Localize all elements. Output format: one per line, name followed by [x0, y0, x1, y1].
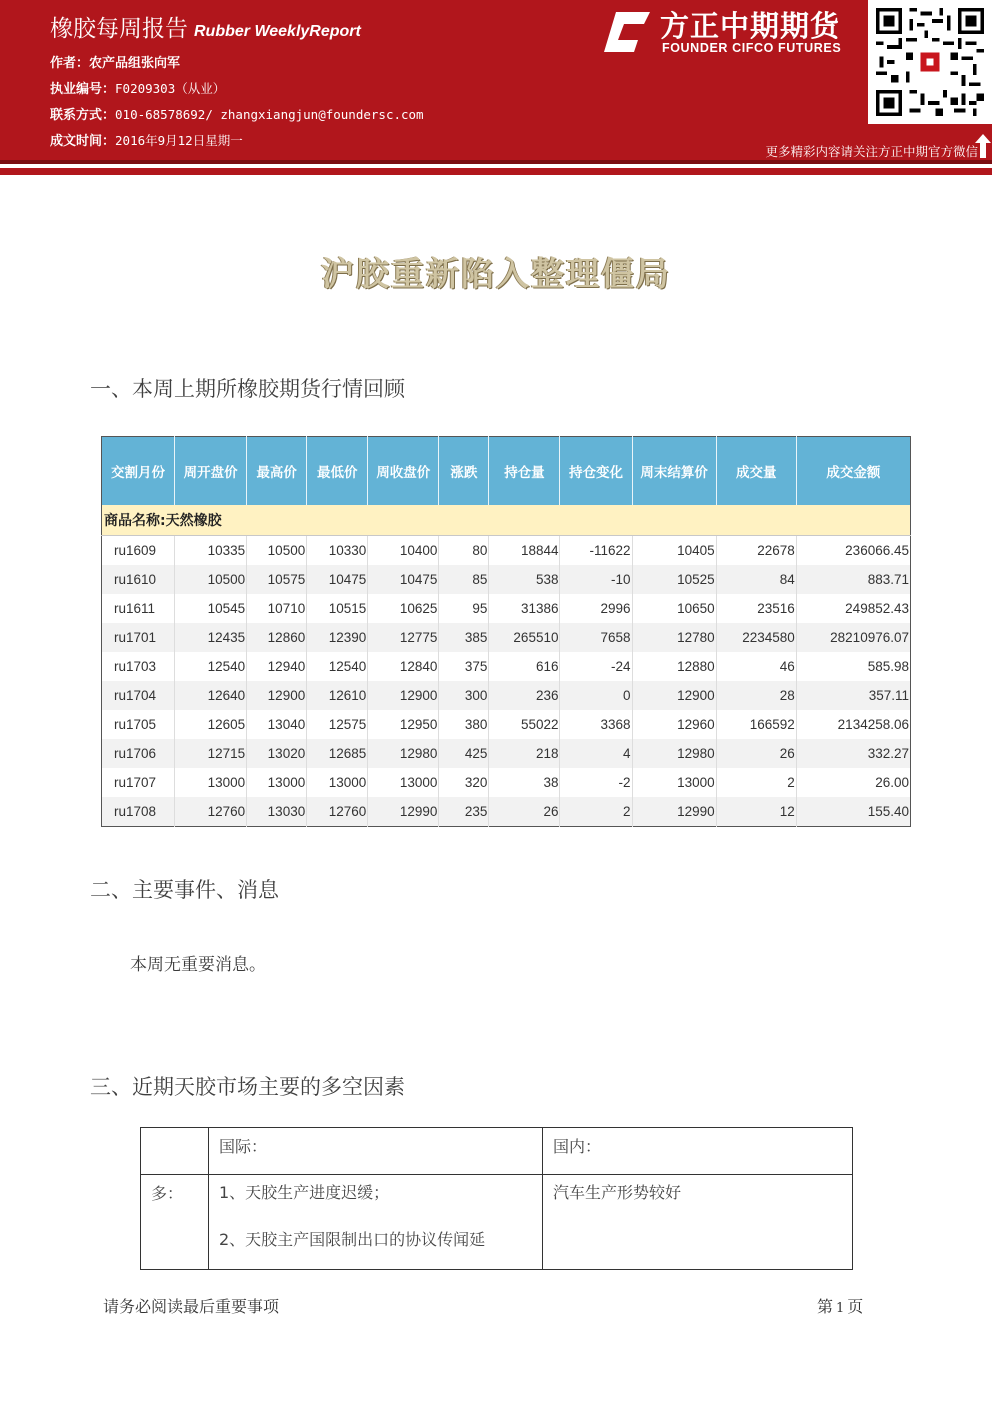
factors-header-row [141, 1128, 853, 1175]
table-cell: 10650 [632, 594, 716, 623]
table-cell: 12960 [632, 710, 716, 739]
table-cell: 13000 [247, 768, 307, 797]
table-cell: ru1704 [102, 681, 175, 710]
table-cell: 12435 [175, 623, 247, 652]
section-1-heading: 一、本周上期所橡胶期货行情回顾 [90, 377, 405, 401]
table-cell: 28 [716, 681, 796, 710]
table-cell: 12900 [247, 681, 307, 710]
table-cell: 12390 [307, 623, 368, 652]
table-cell: 84 [716, 565, 796, 594]
table-cell: 155.40 [796, 797, 910, 827]
table-cell: 10405 [632, 536, 716, 566]
table-cell: 28210976.07 [796, 623, 910, 652]
table-cell: 12610 [307, 681, 368, 710]
table-cell: 12760 [175, 797, 247, 827]
table-cell: 80 [439, 536, 489, 566]
table-cell: 13000 [175, 768, 247, 797]
table-cell: ru1705 [102, 710, 175, 739]
date-line [50, 130, 243, 149]
table-cell: 2134258.06 [837, 717, 909, 732]
table-cell: 38 [489, 768, 560, 797]
table-cell: 23516 [716, 594, 796, 623]
table-cell: 10330 [307, 536, 368, 566]
section-3-heading: 三、近期天胶市场主要的多空因素 [90, 1075, 405, 1099]
table-cell: 10710 [247, 594, 307, 623]
factors-bull-row [141, 1175, 853, 1270]
page-num: 1 [836, 1301, 845, 1316]
table-cell: 12575 [307, 710, 368, 739]
table-cell: -24 [560, 652, 632, 681]
table-cell: 385 [439, 623, 489, 652]
table-cell: 12990 [632, 797, 716, 827]
follow-wechat-text: 更多精彩内容请关注方正中期官方微信 [765, 144, 978, 159]
col-header-week-open: 周开盘价 [175, 437, 247, 506]
table-cell: 22678 [716, 536, 796, 566]
table-cell: 166592 [716, 710, 796, 739]
table-cell: 357.11 [796, 681, 910, 710]
factors-intl-header: 国际： [209, 1128, 543, 1175]
report-title [50, 10, 361, 43]
qr-code-icon [868, 0, 992, 124]
company-name-cn: 方正中期期货 [660, 9, 841, 43]
col-header-delivery-month: 交割月份 [102, 437, 175, 506]
table-cell: ru1701 [102, 623, 175, 652]
factors-corner-cell [141, 1128, 209, 1175]
main-title: 沪胶重新陷入整理僵局 [321, 254, 671, 293]
table-cell: ru1611 [102, 594, 175, 623]
col-header-open-interest: 持仓量 [489, 437, 560, 506]
table-cell: 12860 [247, 623, 307, 652]
table-row [102, 710, 911, 739]
table-cell: 320 [439, 768, 489, 797]
report-title-cn: 橡胶每周报告 [50, 16, 188, 42]
table-cell: 13000 [632, 768, 716, 797]
license-label: 执业编号： [50, 82, 116, 97]
table-cell: 95 [439, 594, 489, 623]
table-cell: 585.98 [867, 659, 909, 674]
table-cell: 10475 [368, 565, 439, 594]
table-cell: 616 [489, 652, 560, 681]
table-cell: 2 [560, 797, 632, 827]
table-cell: ru1708 [102, 797, 175, 827]
table-cell: 12980 [632, 739, 716, 768]
table-row [102, 739, 911, 768]
table-cell: ru1610 [102, 565, 175, 594]
table-cell: 12780 [632, 623, 716, 652]
table-cell: 13040 [247, 710, 307, 739]
table-cell: 85 [439, 565, 489, 594]
factor-item: 汽车生产形势较好 [553, 1183, 682, 1202]
table-cell: 12840 [368, 652, 439, 681]
col-header-oi-change: 持仓变化 [560, 437, 632, 506]
table-cell: 4 [560, 739, 632, 768]
table-cell: 13000 [368, 768, 439, 797]
table-cell: 10525 [632, 565, 716, 594]
col-header-high: 最高价 [247, 437, 307, 506]
col-header-low: 最低价 [307, 437, 368, 506]
table-row [102, 681, 911, 710]
contact-label: 联系方式： [50, 108, 116, 123]
table-row [102, 623, 911, 652]
author-value: 农产品组张向军 [89, 56, 181, 71]
table-cell: 26 [716, 739, 796, 768]
table-cell: 10400 [368, 536, 439, 566]
table-cell: ru1707 [102, 768, 175, 797]
factors-table [140, 1127, 853, 1270]
table-cell: 12 [716, 797, 796, 827]
table-cell: 2234580 [716, 623, 796, 652]
table-cell: 300 [439, 681, 489, 710]
news-text: 本周无重要消息。 [130, 955, 266, 975]
table-cell: 10515 [307, 594, 368, 623]
date-value: 2016年9月12日星期一 [115, 133, 243, 148]
table-cell: 12900 [632, 681, 716, 710]
table-cell: 13020 [247, 739, 307, 768]
table-cell: 10575 [247, 565, 307, 594]
table-cell: 12715 [175, 739, 247, 768]
table-cell: 12900 [368, 681, 439, 710]
page-suffix: 页 [847, 1297, 864, 1316]
factor-item: 1、天胶生产进度迟缓； [219, 1183, 390, 1202]
table-cell: 249852.43 [845, 601, 909, 616]
table-cell: 12605 [175, 710, 247, 739]
footer-notice: 请务必阅读最后重要事项 [103, 1297, 280, 1316]
contact-value: 010-68578692/ zhangxiangjun@foundersc.com [115, 107, 424, 122]
table-cell: 12880 [632, 652, 716, 681]
table-cell: 31386 [489, 594, 560, 623]
table-cell: 12950 [368, 710, 439, 739]
table-cell: 26.00 [875, 775, 909, 790]
col-header-change: 涨跌 [439, 437, 489, 506]
table-cell: 46 [716, 652, 796, 681]
factor-item: 2、天胶主产国限制出口的协议传闻延 [219, 1230, 486, 1249]
banner-divider-lower [0, 168, 992, 175]
table-cell: ru1609 [102, 536, 175, 566]
col-header-week-close: 周收盘价 [368, 437, 439, 506]
table-cell: 13030 [247, 797, 307, 827]
report-title-en: Rubber WeeklyReport [194, 23, 361, 40]
table-cell: 236066.45 [845, 543, 909, 558]
license-line [50, 78, 225, 97]
table-cell: 12540 [175, 652, 247, 681]
commodity-row [102, 505, 911, 536]
table-cell: 3368 [560, 710, 632, 739]
contact-line [50, 104, 424, 123]
table-cell: 10335 [175, 536, 247, 566]
table-cell: 10475 [307, 565, 368, 594]
table-cell: 10625 [368, 594, 439, 623]
table-cell: 12685 [307, 739, 368, 768]
table-cell: 235 [439, 797, 489, 827]
table-row [102, 652, 911, 681]
factors-bull-intl [209, 1175, 543, 1270]
table-cell: 10545 [175, 594, 247, 623]
col-header-turnover: 成交金额 [796, 437, 910, 506]
table-cell: 18844 [489, 536, 560, 566]
table-cell: 12540 [307, 652, 368, 681]
table-cell: 12940 [247, 652, 307, 681]
col-header-volume: 成交量 [716, 437, 796, 506]
table-row [102, 565, 911, 594]
futures-header-row [102, 437, 911, 506]
table-cell: 12775 [368, 623, 439, 652]
commodity-name: 商品名称:天然橡胶 [102, 505, 911, 536]
table-row [102, 797, 911, 827]
company-name-en: FOUNDER CIFCO FUTURES [662, 41, 842, 55]
table-cell: 2 [716, 768, 796, 797]
author-line [50, 52, 180, 71]
date-label: 成文时间： [50, 134, 116, 149]
table-cell: -11622 [560, 536, 632, 566]
founder-logo-icon [604, 10, 650, 54]
table-cell: 12990 [368, 797, 439, 827]
table-cell: 236 [489, 681, 560, 710]
table-cell: -10 [560, 565, 632, 594]
banner-divider [0, 160, 992, 164]
table-cell: 10500 [247, 536, 307, 566]
table-cell: 26 [489, 797, 560, 827]
table-cell: ru1703 [102, 652, 175, 681]
table-cell: 12640 [175, 681, 247, 710]
table-cell: 380 [439, 710, 489, 739]
col-header-settlement: 周末结算价 [632, 437, 716, 506]
table-cell: 7658 [560, 623, 632, 652]
page-prefix: 第 [817, 1297, 834, 1316]
table-cell: 0 [560, 681, 632, 710]
table-cell: 425 [439, 739, 489, 768]
table-cell: -2 [560, 768, 632, 797]
table-cell: 332.27 [796, 739, 910, 768]
author-label: 作者： [50, 56, 90, 71]
arrow-up-icon [975, 134, 991, 158]
table-row [102, 536, 911, 566]
header-banner [0, 0, 992, 160]
table-cell: 12760 [307, 797, 368, 827]
license-value: F0209303（从业） [115, 81, 226, 96]
table-cell: 218 [489, 739, 560, 768]
section-2-heading: 二、主要事件、消息 [90, 878, 279, 902]
table-cell: 883.71 [796, 565, 910, 594]
table-cell: 10500 [175, 565, 247, 594]
futures-table [101, 436, 911, 827]
table-cell: 265510 [489, 623, 560, 652]
table-cell: 12980 [368, 739, 439, 768]
table-cell: 55022 [489, 710, 560, 739]
table-cell: ru1706 [102, 739, 175, 768]
factors-bull-domestic [543, 1175, 853, 1270]
factors-bull-label: 多： [141, 1175, 209, 1270]
table-row [102, 768, 911, 797]
table-cell: 538 [489, 565, 560, 594]
page-number [817, 1294, 863, 1317]
table-cell: 13000 [307, 768, 368, 797]
factors-domestic-header: 国内： [543, 1128, 853, 1175]
table-cell: 375 [439, 652, 489, 681]
table-cell: 2996 [560, 594, 632, 623]
table-row [102, 594, 911, 623]
